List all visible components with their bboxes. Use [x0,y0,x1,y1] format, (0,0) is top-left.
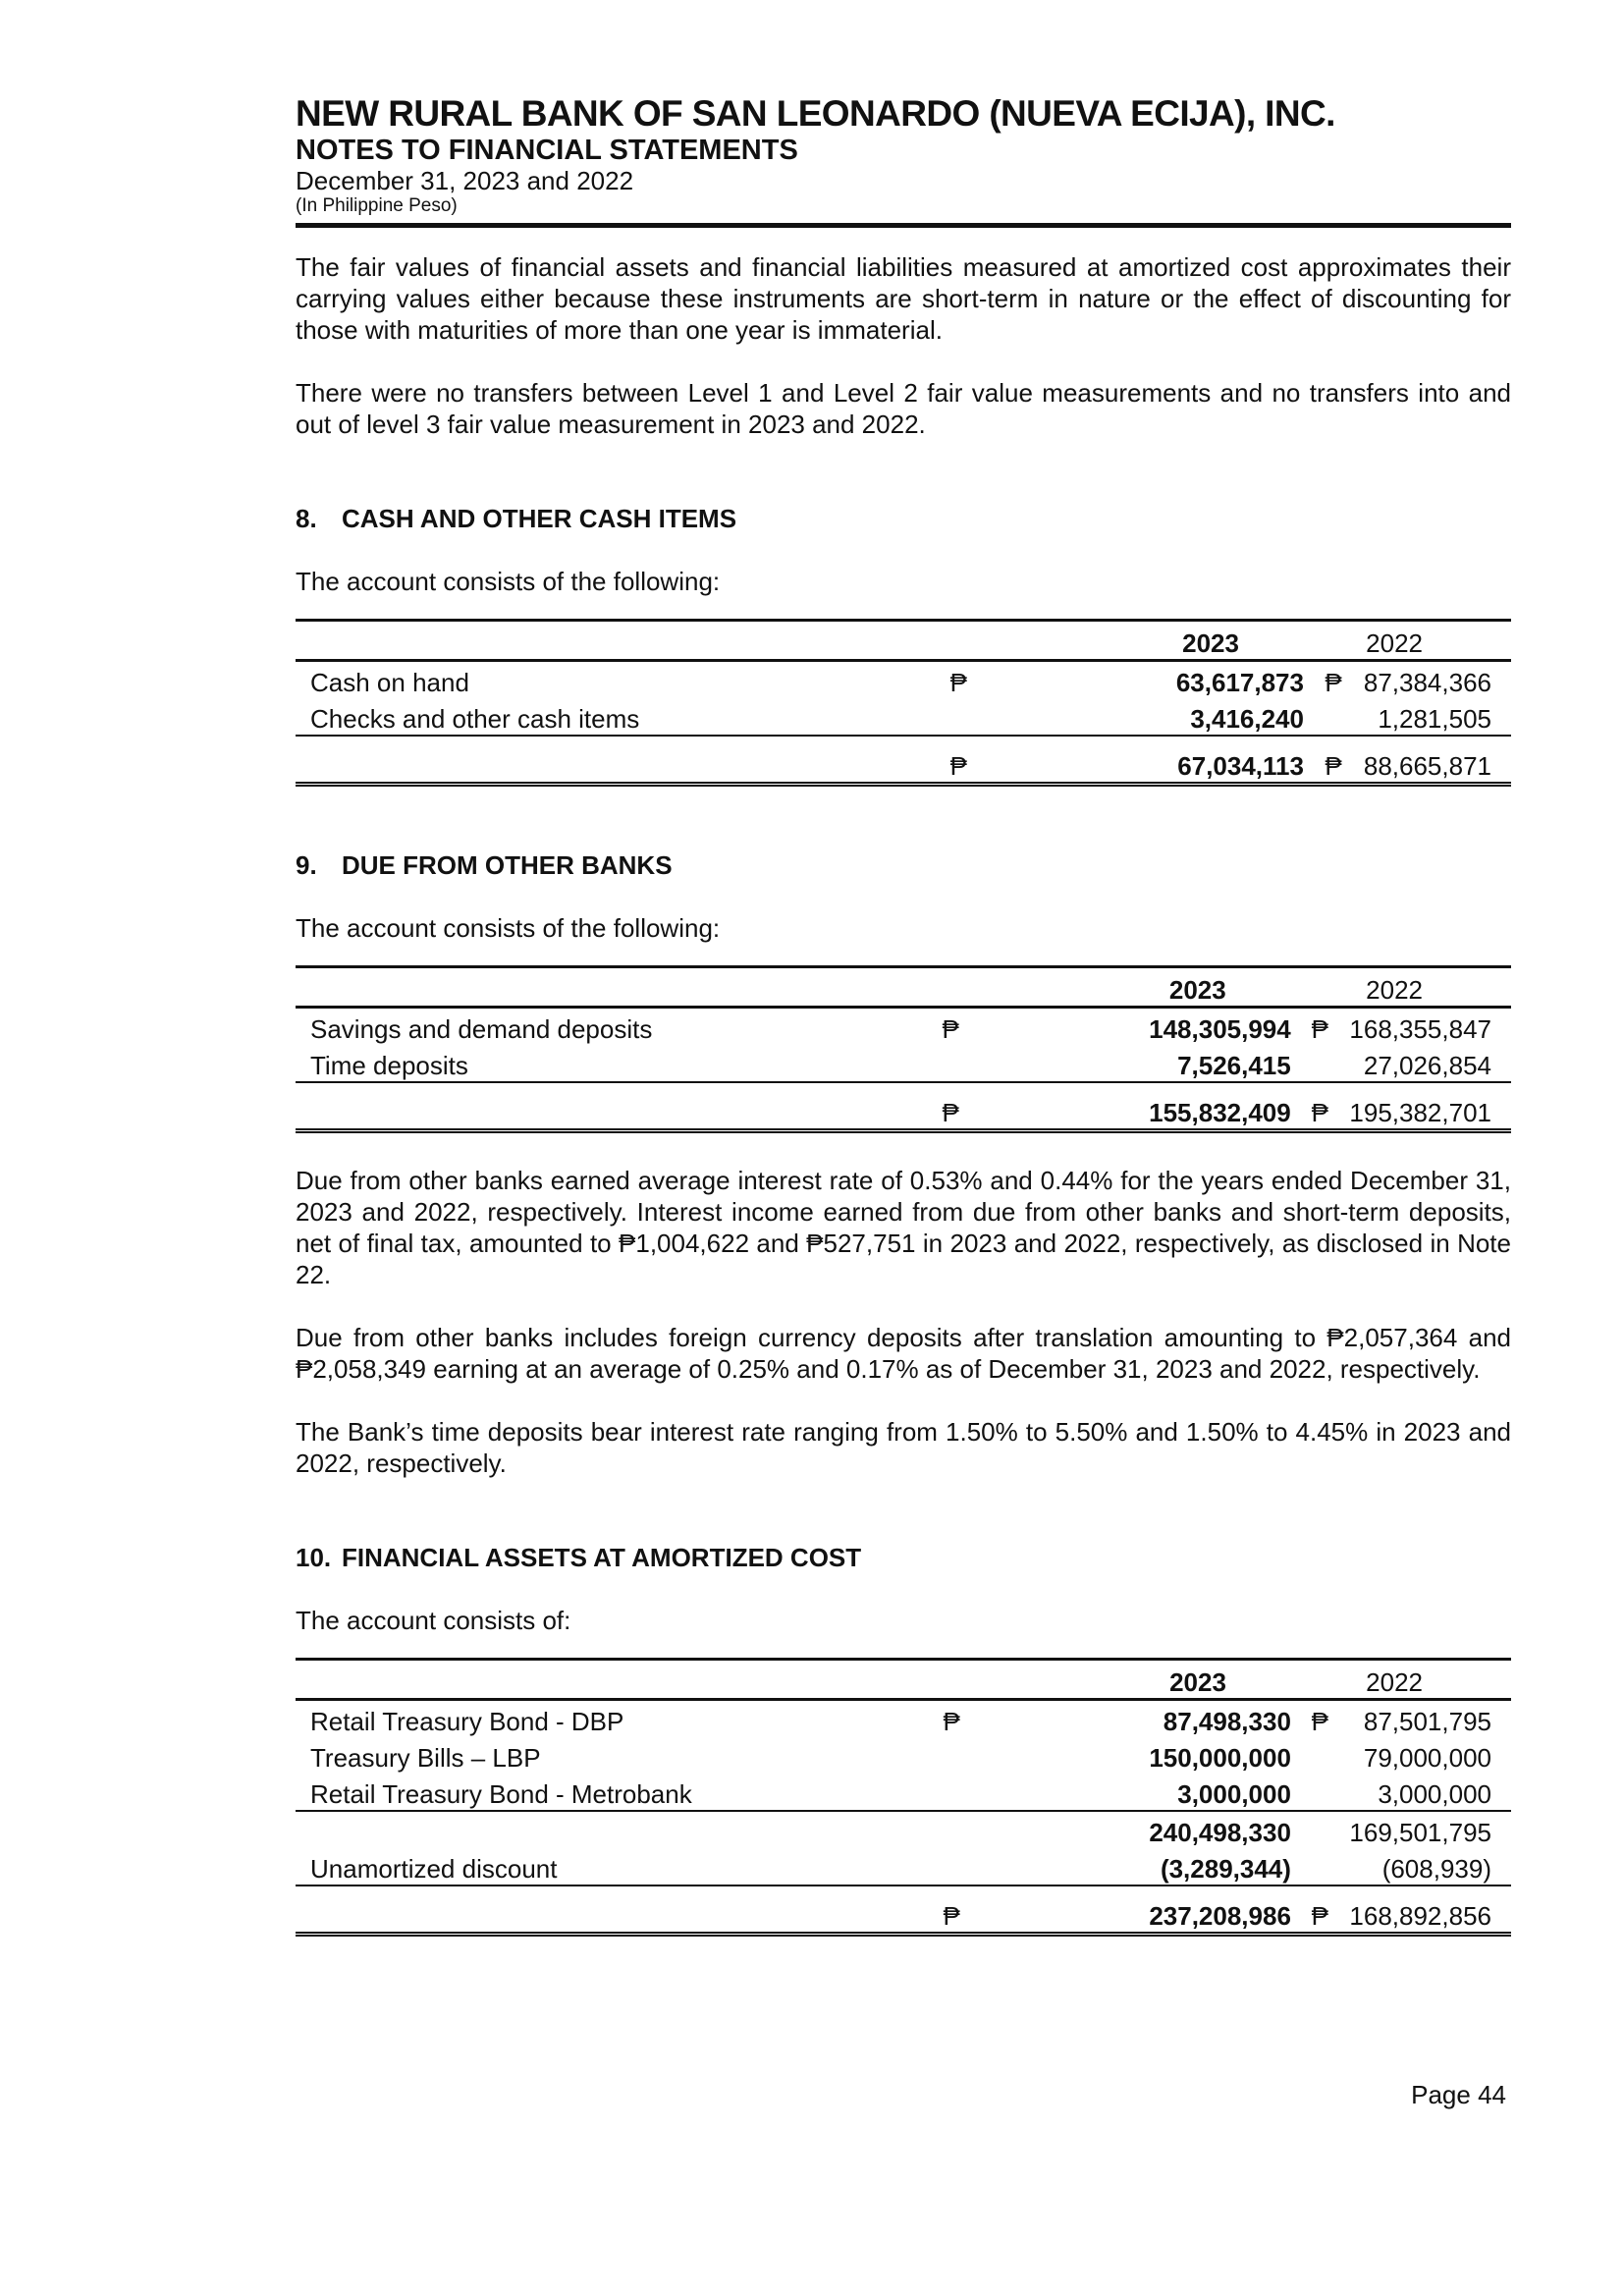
row-label: Unamortized discount [310,1854,558,1884]
section-9-paragraph-2: Due from other banks includes foreign currency deposits after translation amounting to ₱2,057,364 and ₱2,058,349 earning at an average of 0.25% and 0.17% as of December 31, 2023 and 2022, respectively. [296,1323,1511,1384]
value-2023: 150,000,000 [1149,1743,1291,1773]
table-row [296,698,1511,736]
section-10-number: 10. [296,1543,332,1572]
peso-sign [950,698,989,736]
document-header [296,93,1511,228]
peso-sign: ₱ [1311,1707,1328,1736]
table-row [296,661,1511,699]
statement-date: December 31, 2023 and 2022 [296,166,634,195]
intro-paragraph-2: There were no transfers between Level 1 and Level 2 fair value measurements and no transfers into and out of level 3 fair value measurement in 2023 and 2022. [296,378,1511,439]
value-2023: 7,526,415 [1177,1051,1291,1080]
peso-sign [943,1045,981,1082]
value-2022: 27,026,854 [1363,1051,1491,1080]
peso-sign [1312,1045,1350,1082]
value-2023: 87,498,330 [1163,1707,1291,1736]
peso-sign [944,1737,982,1774]
peso-sign: ₱ [1325,736,1363,785]
peso-sign: ₱ [1311,1014,1328,1044]
value-2023: 63,617,873 [1175,668,1304,697]
discount-2022: (608,939) [1381,1854,1491,1884]
value-2022: 79,000,000 [1363,1743,1491,1773]
section-8-heading [296,503,1511,534]
peso-sign: ₱ [943,1082,981,1131]
company-name: NEW RURAL BANK OF SAN LEONARDO (NUEVA ECIJA), INC. [296,93,1335,134]
currency-unit: (In Philippine Peso) [296,195,458,216]
total-2023: 67,034,113 [989,736,1304,785]
value-2023: 148,305,994 [1149,1014,1291,1044]
total-2022: 88,665,871 [1364,736,1511,785]
total-2023: 237,208,986 [981,1885,1291,1935]
total-2023: 155,832,409 [980,1082,1290,1131]
peso-sign [1312,1774,1350,1811]
peso-sign: ₱ [1312,1082,1350,1131]
table-row [296,1700,1511,1738]
table-header-row [296,1660,1511,1700]
section-9-title: DUE FROM OTHER BANKS [342,850,673,880]
section-9-heading [296,849,1511,881]
section-10-heading [296,1542,1511,1573]
peso-sign [944,1774,982,1811]
table-header-row [296,621,1511,661]
section-8-title: CASH AND OTHER CASH ITEMS [342,504,737,533]
section-9-paragraph-1: Due from other banks earned average interest rate of 0.53% and 0.44% for the years ended December 31, 2023 and 2022, respectively. Interest income earned from due from other banks and short-term deposits, net of final tax, amounted to ₱1,004,622 and ₱527,751 in 2023 and 2022, respectively, as disclosed in Note 22. [296,1166,1511,1289]
value-2022: 87,501,795 [1363,1707,1491,1736]
year-2023-header: 2023 [981,1660,1291,1700]
table-header-row [296,967,1511,1008]
year-2022-header: 2022 [1364,621,1511,661]
year-2023-header: 2023 [980,967,1290,1008]
discount-2023: (3,289,344) [1160,1854,1291,1884]
amortized-cost-table [296,1658,1511,1937]
peso-sign: ₱ [950,736,989,785]
table-row [296,1774,1511,1811]
total-2022: 195,382,701 [1349,1082,1511,1131]
document-page [296,93,1511,1937]
peso-sign: ₱ [942,1014,959,1044]
table-row [296,1737,1511,1774]
section-8-number: 8. [296,504,317,533]
due-from-banks-table [296,965,1511,1133]
peso-sign: ₱ [944,1885,982,1935]
discount-row [296,1848,1511,1885]
value-2022: 87,384,366 [1363,668,1491,697]
value-2022: 3,000,000 [1378,1779,1491,1809]
section-9-intro: The account consists of the following: [296,913,721,943]
row-label: Time deposits [310,1051,468,1080]
subtotal-2022: 169,501,795 [1349,1811,1511,1848]
peso-sign: ₱ [1325,668,1342,697]
row-label: Savings and demand deposits [310,1014,653,1044]
cash-table [296,619,1511,787]
value-2022: 168,355,847 [1349,1014,1491,1044]
section-9-paragraph-3: The Bank’s time deposits bear interest rate ranging from 1.50% to 5.50% and 1.50% to 4.45% in 2023 and 2022, respectively. [296,1417,1511,1478]
section-10-intro: The account consists of: [296,1606,571,1635]
row-label: Cash on hand [310,668,469,697]
peso-sign [1312,1737,1350,1774]
row-label: Retail Treasury Bond - Metrobank [310,1779,692,1809]
value-2023: 3,000,000 [1177,1779,1291,1809]
value-2023: 3,416,240 [1190,704,1304,734]
total-2022: 168,892,856 [1349,1885,1511,1935]
subtotal-2023: 240,498,330 [981,1811,1291,1848]
total-row [296,1885,1511,1935]
peso-sign: ₱ [1312,1885,1350,1935]
value-2022: 1,281,505 [1378,704,1491,734]
peso-sign [1325,698,1363,736]
table-row [296,1008,1511,1046]
notes-title: NOTES TO FINANCIAL STATEMENTS [296,135,798,166]
total-row [296,736,1511,785]
peso-sign: ₱ [949,668,967,697]
peso-sign: ₱ [943,1707,960,1736]
row-label: Treasury Bills – LBP [310,1743,541,1773]
table-row [296,1045,1511,1082]
page-number: Page 44 [1411,2080,1506,2109]
intro-paragraph-1: The fair values of financial assets and financial liabilities measured at amortized cost approximates their carrying values either because these instruments are short-term in nature or the effect of discounting for those with maturities of more than one year is immaterial. [296,252,1511,345]
subtotal-row [296,1811,1511,1848]
row-label: Checks and other cash items [310,704,640,734]
section-9-number: 9. [296,850,317,880]
header-rule [296,223,1511,228]
section-10-title: FINANCIAL ASSETS AT AMORTIZED COST [342,1543,862,1572]
year-2023-header: 2023 [989,621,1304,661]
total-row [296,1082,1511,1131]
section-8-intro: The account consists of the following: [296,567,721,596]
row-label: Retail Treasury Bond - DBP [310,1707,624,1736]
year-2022-header: 2022 [1349,967,1511,1008]
year-2022-header: 2022 [1349,1660,1511,1700]
